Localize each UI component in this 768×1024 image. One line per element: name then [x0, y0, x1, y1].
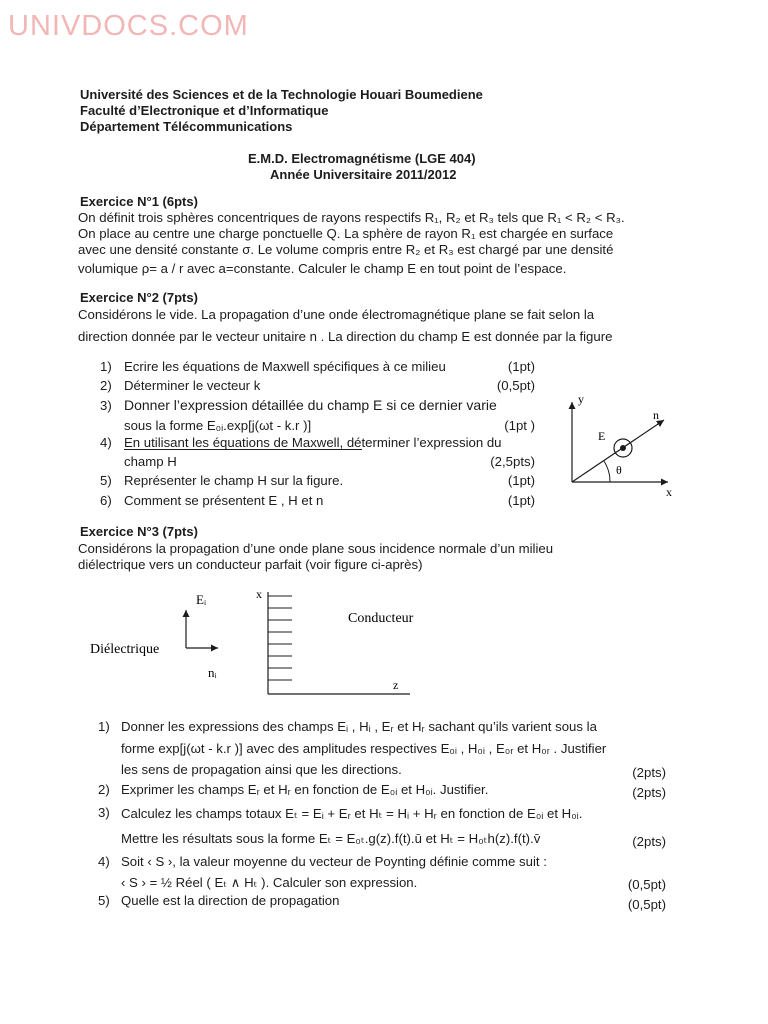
ex2-q5-text: Représenter le champ H sur la figure. [124, 473, 344, 488]
ex2-q3-num: 3) [100, 398, 112, 413]
e-field-dot [620, 445, 626, 451]
ex3-heading: Exercice N°3 (7pts) [80, 524, 198, 539]
ex2-q3-text: Donner l’expression détaillée du champ E si ce dernier varie [124, 397, 497, 413]
ex1-line: avec une densité constante σ. Le volume compris entre R₂ et R₃ est chargé par une densité [78, 242, 614, 257]
ex3-q4-points: (0,5pt) [627, 877, 666, 892]
ex2-q3-text2: sous la forme E₀ᵢ.exp[j(ωt - k.r )] [124, 418, 312, 433]
ex2-q4-points: (2,5pts) [490, 454, 535, 469]
theta-arc [604, 461, 610, 482]
ex3-q5-points: (0,5pt) [627, 897, 666, 912]
ni-label: nᵢ [208, 665, 217, 680]
ex2-q5-points: (1pt) [507, 473, 535, 488]
ex2-q4-text2: champ H [124, 454, 177, 469]
conductor-hatching [268, 596, 292, 680]
ex3-q1-line: forme exp[j(ωt - k.r )] avec des amplitudes respectives E₀ᵢ , H₀ᵢ , E₀ᵣ et H₀ᵣ . Justifier [121, 741, 607, 756]
ex3-q4-num: 4) [98, 854, 110, 869]
ex3-q1-line: les sens de propagation ainsi que les directions. [121, 762, 402, 777]
ex2-q2-num: 2) [100, 378, 112, 393]
y-label: y [578, 392, 584, 406]
ex3-q5-line: Quelle est la direction de propagation [121, 893, 340, 908]
ex2-intro-line: Considérons le vide. La propagation d’une onde électromagnétique plane se fait selon la [78, 307, 595, 322]
ex1-line: On place au centre une charge ponctuelle Q. La sphère de rayon R₁ est chargée en surface [78, 226, 614, 241]
ex1-line: volumique ρ= a / r avec a=constante. Calculer le champ E en tout point de l’espace. [78, 261, 567, 276]
ex3-q5-num: 5) [98, 893, 110, 908]
ex2-q6-num: 6) [100, 493, 112, 508]
theta-label: θ [616, 463, 622, 477]
ex3-q1-num: 1) [98, 719, 110, 734]
ex2-q1-num: 1) [100, 359, 112, 374]
department-name: Département Télécommunications [80, 119, 293, 134]
e-label: E [598, 429, 606, 443]
ex3-q3-num: 3) [98, 805, 110, 820]
ex3-intro-line: Considérons la propagation d’une onde plane sous incidence normale d’un milieu [78, 541, 554, 556]
ex3-q4-line: Soit ‹ S ›, la valeur moyenne du vecteur de Poynting définie comme suit : [121, 854, 547, 869]
ex3-intro-line: diélectrique vers un conducteur parfait (voir figure ci-après) [78, 557, 423, 572]
ex3-q2-line: Exprimer les champs Eᵣ et Hᵣ en fonction de E₀ᵢ et H₀ᵢ. Justifier. [121, 782, 489, 797]
ex2-intro-line: direction donnée par le vecteur unitaire n . La direction du champ E est donnée par la figure [78, 329, 613, 344]
x-label: x [256, 587, 262, 601]
conductor-label: Conducteur [348, 611, 414, 626]
ex2-q5-num: 5) [100, 473, 112, 488]
ex2-q1-text: Ecrire les équations de Maxwell spécifiques à ce milieu [124, 359, 446, 374]
ex3-q3-line: Mettre les résultats sous la forme Eₜ = E₀ₜ.g(z).f(t).ū et Hₜ = H₀ₜh(z).f(t).v̄ [121, 831, 541, 846]
ex2-q1-points: (1pt) [507, 359, 535, 374]
ex2-q6-text: Comment se présentent E , H et n [124, 493, 324, 508]
dielectric-label: Diélectrique [90, 642, 160, 657]
ex2-q4-num: 4) [100, 435, 112, 450]
x-label: x [666, 485, 672, 499]
ex2-q4-text: En utilisant les équations de Maxwell, déterminer l’expression du [124, 435, 502, 450]
ex2-q2-text: Déterminer le vecteur k [124, 378, 261, 393]
ex1-heading: Exercice N°1 (6pts) [80, 194, 198, 209]
watermark: UNIVDOCS.COM [8, 10, 249, 42]
ex2-q6-points: (1pt) [507, 493, 535, 508]
z-label: z [393, 678, 399, 692]
academic-year: Année Universitaire 2011/2012 [270, 167, 457, 182]
ex2-heading: Exercice N°2 (7pts) [80, 290, 198, 305]
ex2-figure [560, 392, 690, 502]
ei-label: Eᵢ [196, 592, 207, 607]
n-label: n [653, 408, 659, 422]
ex3-q1-points: (2pts) [632, 765, 666, 780]
ex3-q1-line: Donner les expressions des champs Eᵢ , Hᵢ , Eᵣ et Hᵣ sachant qu’ils varient sous la [121, 719, 597, 734]
ex2-q2-points: (0,5pt) [496, 378, 535, 393]
university-name: Université des Sciences et de la Technologie Houari Boumediene [80, 87, 483, 102]
underline [124, 449, 362, 450]
ex3-q3-points: (2pts) [632, 834, 666, 849]
faculty-name: Faculté d’Electronique et d’Informatique [80, 103, 329, 118]
ex3-q3-line: Calculez les champs totaux Eₜ = Eᵢ + Eᵣ et Hₜ = Hᵢ + Hᵣ en fonction de E₀ᵢ et H₀ᵢ. [121, 806, 583, 821]
ex3-figure [80, 584, 420, 704]
ex3-q2-points: (2pts) [632, 785, 666, 800]
ex3-q2-num: 2) [98, 782, 110, 797]
ex3-q4-line: ‹ S › = ½ Réel ( Eₜ ∧ Hₜ ). Calculer son expression. [121, 875, 418, 890]
exam-title: E.M.D. Electromagnétisme (LGE 404) [248, 151, 476, 166]
ex2-q3-points: (1pt ) [504, 418, 535, 433]
ex1-line: On définit trois sphères concentriques de rayons respectifs R₁, R₂ et R₃ tels que R₁ < R₂ < R₃. [78, 210, 625, 225]
